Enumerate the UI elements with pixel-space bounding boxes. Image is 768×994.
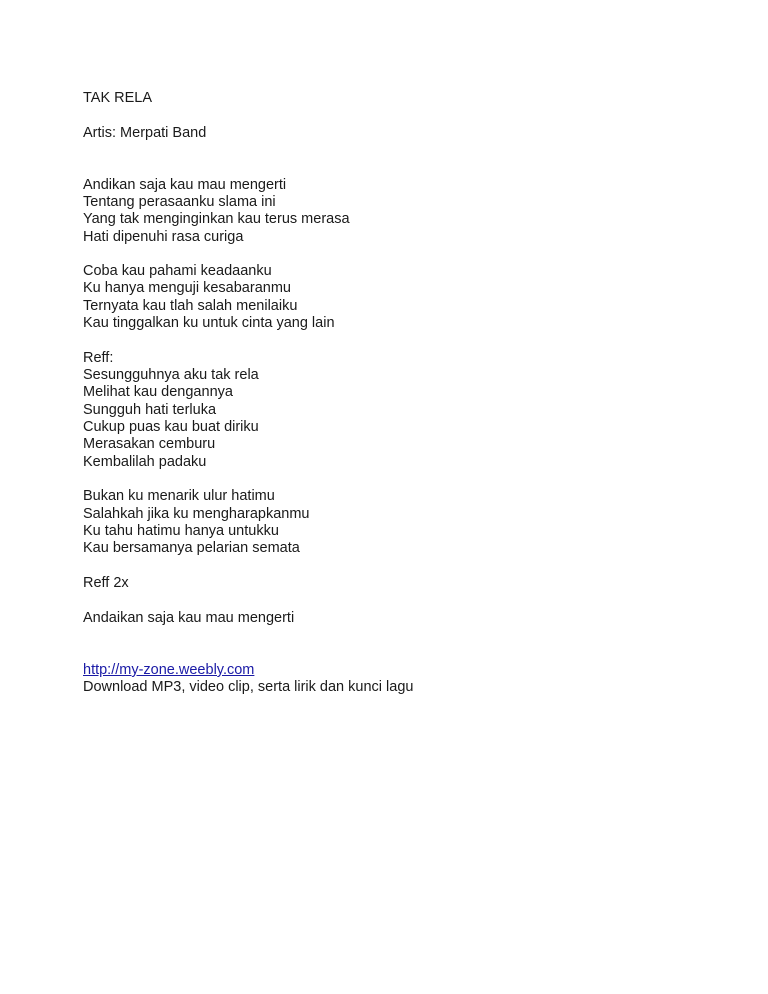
chorus-line-4: Cukup puas kau buat diriku	[83, 419, 259, 435]
chorus-line-5: Merasakan cemburu	[83, 436, 216, 452]
website-link[interactable]: http://my-zone.weebly.com	[83, 662, 255, 678]
verse3-line-1: Bukan ku menarik ulur hatimu	[83, 488, 275, 504]
verse3-line-4: Kau bersamanya pelarian semata	[83, 540, 300, 556]
verse1-line-4: Hati dipenuhi rasa curiga	[83, 229, 244, 245]
chorus-label: Reff:	[83, 350, 114, 366]
repeat-note: Reff 2x	[83, 575, 129, 591]
footer-text: Download MP3, video clip, serta lirik dan kunci lagu	[83, 679, 414, 695]
verse3-line-3: Ku tahu hatimu hanya untukku	[83, 523, 279, 539]
outro-line: Andaikan saja kau mau mengerti	[83, 610, 295, 626]
artist-line: Artis: Merpati Band	[83, 125, 207, 141]
song-title: TAK RELA	[83, 90, 153, 106]
chorus-line-3: Sungguh hati terluka	[83, 402, 217, 418]
verse2-line-2: Ku hanya menguji kesabaranmu	[83, 280, 291, 296]
verse3-line-2: Salahkah jika ku mengharapkanmu	[83, 506, 310, 522]
verse1-line-1: Andikan saja kau mau mengerti	[83, 177, 287, 193]
verse2-line-1: Coba kau pahami keadaanku	[83, 263, 272, 279]
chorus-line-2: Melihat kau dengannya	[83, 384, 233, 400]
chorus-line-6: Kembalilah padaku	[83, 454, 207, 470]
verse1-line-2: Tentang perasaanku slama ini	[83, 194, 276, 210]
verse2-line-4: Kau tinggalkan ku untuk cinta yang lain	[83, 315, 335, 331]
verse1-line-3: Yang tak menginginkan kau terus merasa	[83, 211, 350, 227]
verse2-line-3: Ternyata kau tlah salah menilaiku	[83, 298, 298, 314]
chorus-line-1: Sesungguhnya aku tak rela	[83, 367, 259, 383]
